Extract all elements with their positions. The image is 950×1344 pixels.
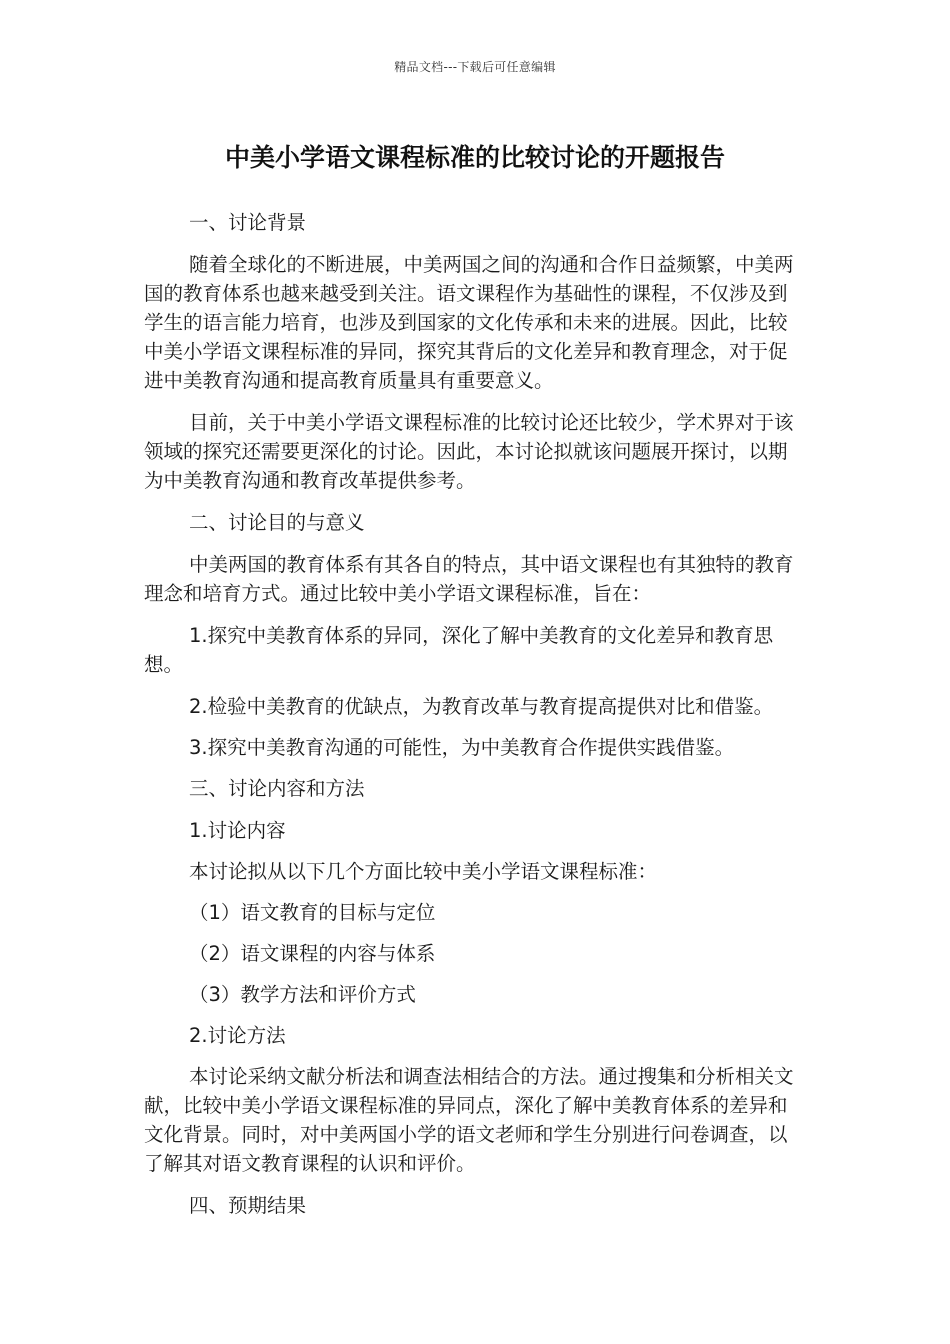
- list-item-purpose-2: 2.检验中美教育的优缺点，为教育改革与教育提高提供对比和借鉴。: [189, 695, 774, 718]
- paragraph-background-1: 随着全球化的不断进展，中美两国之间的沟通和合作日益频繁，中美两国的教育体系也越来越受到关注。语文课程作为基础性的课程，不仅涉及到学生的语言能力培育，也涉及到国家的文化传承和未来的进展。因此，比较中美小学语文课程标准的异同，探究其背后的文化差异和教育理念，对于促进中美教育沟通和提高教育质量具有重要意义。: [144, 253, 794, 392]
- section-heading-content-method: 三、讨论内容和方法: [189, 777, 365, 800]
- subheading-content: 1.讨论内容: [189, 819, 286, 842]
- document-title: 中美小学语文课程标准的比较讨论的开题报告: [224, 143, 725, 172]
- paragraph-background-2: 目前，关于中美小学语文课程标准的比较讨论还比较少，学术界对于该领域的探究还需要更深化的讨论。因此，本讨论拟就该问题展开探讨，以期为中美教育沟通和教育改革提供参考。: [144, 411, 794, 492]
- subheading-method: 2.讨论方法: [189, 1024, 286, 1047]
- list-item-purpose-1: 1.探究中美教育体系的异同，深化了解中美教育的文化差异和教育思想。: [144, 624, 774, 676]
- section-heading-background: 一、讨论背景: [189, 211, 307, 234]
- page-header-note: 精品文档---下载后可任意编辑: [394, 60, 556, 74]
- paragraph-method: 本讨论采纳文献分析法和调查法相结合的方法。通过搜集和分析相关文献，比较中美小学语文课程标准的异同点，深化了解中美教育体系的差异和文化背景。同时，对中美两国小学的语文老师和学生分别进行问卷调查，以了解其对语文教育课程的认识和评价。: [144, 1065, 794, 1175]
- paragraph-purpose-intro: 中美两国的教育体系有其各自的特点，其中语文课程也有其独特的教育理念和培育方式。通过比较中美小学语文课程标准，旨在：: [144, 553, 794, 605]
- list-item-content-1: （1）语文教育的目标与定位: [189, 901, 436, 924]
- document-body: [144, 208, 804, 1233]
- section-heading-purpose: 二、讨论目的与意义: [189, 511, 365, 534]
- paragraph-content-intro: 本讨论拟从以下几个方面比较中美小学语文课程标准：: [189, 860, 658, 883]
- list-item-purpose-3: 3.探究中美教育沟通的可能性，为中美教育合作提供实践借鉴。: [189, 736, 735, 759]
- list-item-content-3: （3）教学方法和评价方式: [189, 983, 416, 1006]
- list-item-content-2: （2）语文课程的内容与体系: [189, 942, 436, 965]
- section-heading-expected-results: 四、预期结果: [189, 1194, 307, 1217]
